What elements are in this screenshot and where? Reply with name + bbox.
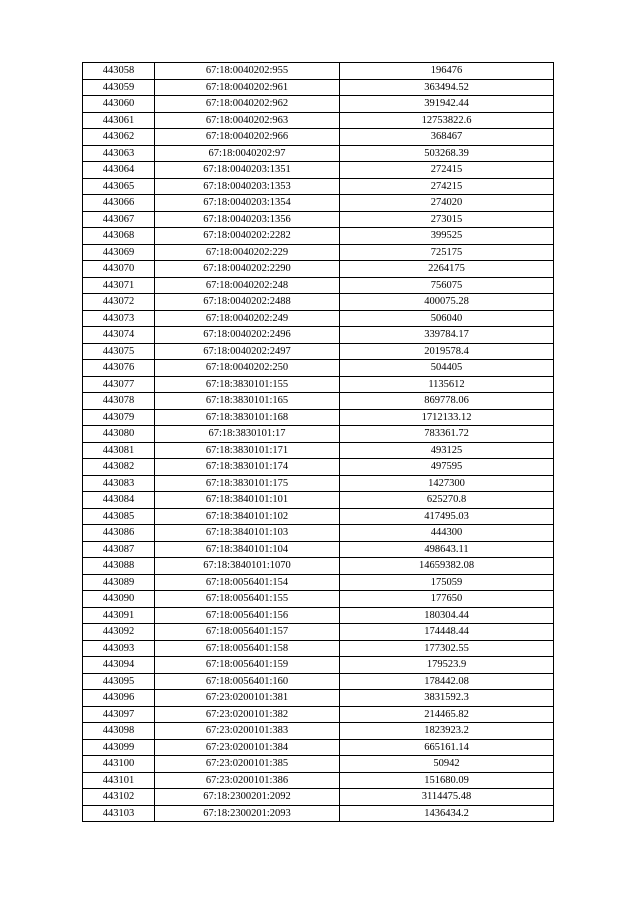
record-number-cell: 443062 bbox=[83, 129, 155, 146]
cadastral-number-cell: 67:18:3840101:1070 bbox=[155, 558, 340, 575]
record-number-cell: 443101 bbox=[83, 772, 155, 789]
cadastral-number-cell: 67:18:0040202:249 bbox=[155, 310, 340, 327]
table-row bbox=[83, 327, 554, 344]
record-number-cell: 443080 bbox=[83, 426, 155, 443]
table-row bbox=[83, 145, 554, 162]
cadastral-number-cell: 67:18:0040202:2282 bbox=[155, 228, 340, 245]
cadastral-number-cell: 67:18:3830101:165 bbox=[155, 393, 340, 410]
cadastral-number-cell: 67:18:0040202:961 bbox=[155, 79, 340, 96]
record-number-cell: 443091 bbox=[83, 607, 155, 624]
record-number-cell: 443066 bbox=[83, 195, 155, 212]
value-cell: 180304.44 bbox=[340, 607, 554, 624]
table-row bbox=[83, 112, 554, 129]
table-row bbox=[83, 96, 554, 113]
value-cell: 725175 bbox=[340, 244, 554, 261]
record-number-cell: 443083 bbox=[83, 475, 155, 492]
record-number-cell: 443088 bbox=[83, 558, 155, 575]
cadastral-number-cell: 67:18:0056401:157 bbox=[155, 624, 340, 641]
cadastral-number-cell: 67:18:0040203:1354 bbox=[155, 195, 340, 212]
value-cell: 272415 bbox=[340, 162, 554, 179]
value-cell: 503268.39 bbox=[340, 145, 554, 162]
table-row bbox=[83, 79, 554, 96]
value-cell: 339784.17 bbox=[340, 327, 554, 344]
record-number-cell: 443086 bbox=[83, 525, 155, 542]
value-cell: 665161.14 bbox=[340, 739, 554, 756]
record-number-cell: 443072 bbox=[83, 294, 155, 311]
record-number-cell: 443094 bbox=[83, 657, 155, 674]
record-number-cell: 443067 bbox=[83, 211, 155, 228]
value-cell: 177650 bbox=[340, 591, 554, 608]
table-row bbox=[83, 409, 554, 426]
cadastral-number-cell: 67:18:3830101:174 bbox=[155, 459, 340, 476]
table-row bbox=[83, 640, 554, 657]
record-number-cell: 443063 bbox=[83, 145, 155, 162]
value-cell: 497595 bbox=[340, 459, 554, 476]
cadastral-number-cell: 67:18:3840101:102 bbox=[155, 508, 340, 525]
table-row bbox=[83, 789, 554, 806]
value-cell: 177302.55 bbox=[340, 640, 554, 657]
cadastral-number-cell: 67:18:3830101:171 bbox=[155, 442, 340, 459]
table-row bbox=[83, 195, 554, 212]
table-row bbox=[83, 475, 554, 492]
table-row bbox=[83, 63, 554, 80]
record-number-cell: 443069 bbox=[83, 244, 155, 261]
table-row bbox=[83, 706, 554, 723]
cadastral-number-cell: 67:18:0040202:2488 bbox=[155, 294, 340, 311]
record-number-cell: 443071 bbox=[83, 277, 155, 294]
table-row bbox=[83, 723, 554, 740]
value-cell: 2019578.4 bbox=[340, 343, 554, 360]
record-number-cell: 443059 bbox=[83, 79, 155, 96]
cadastral-number-cell: 67:23:0200101:382 bbox=[155, 706, 340, 723]
record-number-cell: 443077 bbox=[83, 376, 155, 393]
table-row bbox=[83, 459, 554, 476]
table-row bbox=[83, 426, 554, 443]
record-number-cell: 443058 bbox=[83, 63, 155, 80]
value-cell: 391942.44 bbox=[340, 96, 554, 113]
value-cell: 214465.82 bbox=[340, 706, 554, 723]
value-cell: 493125 bbox=[340, 442, 554, 459]
value-cell: 869778.06 bbox=[340, 393, 554, 410]
table-row bbox=[83, 574, 554, 591]
cadastral-number-cell: 67:18:0056401:160 bbox=[155, 673, 340, 690]
cadastral-number-cell: 67:18:0040203:1351 bbox=[155, 162, 340, 179]
table-row bbox=[83, 310, 554, 327]
table-row bbox=[83, 805, 554, 822]
record-number-cell: 443081 bbox=[83, 442, 155, 459]
record-number-cell: 443074 bbox=[83, 327, 155, 344]
cadastral-number-cell: 67:18:0040202:2290 bbox=[155, 261, 340, 278]
value-cell: 179523.9 bbox=[340, 657, 554, 674]
value-cell: 274020 bbox=[340, 195, 554, 212]
value-cell: 274215 bbox=[340, 178, 554, 195]
table-row bbox=[83, 591, 554, 608]
cadastral-number-cell: 67:18:0040202:248 bbox=[155, 277, 340, 294]
table-row bbox=[83, 558, 554, 575]
value-cell: 506040 bbox=[340, 310, 554, 327]
record-number-cell: 443093 bbox=[83, 640, 155, 657]
table-row bbox=[83, 228, 554, 245]
table-row bbox=[83, 261, 554, 278]
value-cell: 14659382.08 bbox=[340, 558, 554, 575]
value-cell: 2264175 bbox=[340, 261, 554, 278]
value-cell: 504405 bbox=[340, 360, 554, 377]
table-row bbox=[83, 211, 554, 228]
cadastral-number-cell: 67:18:0040202:250 bbox=[155, 360, 340, 377]
record-number-cell: 443070 bbox=[83, 261, 155, 278]
cadastral-number-cell: 67:18:0040203:1353 bbox=[155, 178, 340, 195]
cadastral-number-cell: 67:18:0056401:156 bbox=[155, 607, 340, 624]
table-row bbox=[83, 739, 554, 756]
value-cell: 399525 bbox=[340, 228, 554, 245]
record-number-cell: 443064 bbox=[83, 162, 155, 179]
record-number-cell: 443102 bbox=[83, 789, 155, 806]
value-cell: 1823923.2 bbox=[340, 723, 554, 740]
table-row bbox=[83, 541, 554, 558]
cadastral-number-cell: 67:23:0200101:381 bbox=[155, 690, 340, 707]
value-cell: 3831592.3 bbox=[340, 690, 554, 707]
cadastral-number-cell: 67:18:0040202:97 bbox=[155, 145, 340, 162]
table-row bbox=[83, 690, 554, 707]
cadastral-number-cell: 67:23:0200101:385 bbox=[155, 756, 340, 773]
table-row bbox=[83, 376, 554, 393]
record-number-cell: 443075 bbox=[83, 343, 155, 360]
record-number-cell: 443068 bbox=[83, 228, 155, 245]
record-number-cell: 443079 bbox=[83, 409, 155, 426]
value-cell: 498643.11 bbox=[340, 541, 554, 558]
table-row bbox=[83, 607, 554, 624]
record-number-cell: 443078 bbox=[83, 393, 155, 410]
value-cell: 783361.72 bbox=[340, 426, 554, 443]
table-row bbox=[83, 360, 554, 377]
table-row bbox=[83, 492, 554, 509]
record-number-cell: 443061 bbox=[83, 112, 155, 129]
record-number-cell: 443096 bbox=[83, 690, 155, 707]
value-cell: 417495.03 bbox=[340, 508, 554, 525]
table-row bbox=[83, 277, 554, 294]
table-body bbox=[83, 63, 554, 822]
value-cell: 196476 bbox=[340, 63, 554, 80]
value-cell: 756075 bbox=[340, 277, 554, 294]
value-cell: 3114475.48 bbox=[340, 789, 554, 806]
cadastral-number-cell: 67:18:0040202:955 bbox=[155, 63, 340, 80]
cadastral-number-cell: 67:18:0040202:2496 bbox=[155, 327, 340, 344]
table-row bbox=[83, 244, 554, 261]
record-number-cell: 443092 bbox=[83, 624, 155, 641]
cadastral-number-cell: 67:18:0040202:962 bbox=[155, 96, 340, 113]
table-row bbox=[83, 508, 554, 525]
cadastral-number-cell: 67:18:3830101:17 bbox=[155, 426, 340, 443]
record-number-cell: 443089 bbox=[83, 574, 155, 591]
cadastral-number-cell: 67:18:3830101:168 bbox=[155, 409, 340, 426]
value-cell: 1712133.12 bbox=[340, 409, 554, 426]
cadastral-number-cell: 67:18:0040203:1356 bbox=[155, 211, 340, 228]
value-cell: 444300 bbox=[340, 525, 554, 542]
value-cell: 368467 bbox=[340, 129, 554, 146]
value-cell: 363494.52 bbox=[340, 79, 554, 96]
record-number-cell: 443073 bbox=[83, 310, 155, 327]
value-cell: 175059 bbox=[340, 574, 554, 591]
cadastral-number-cell: 67:18:0040202:2497 bbox=[155, 343, 340, 360]
cadastral-number-cell: 67:18:0040202:963 bbox=[155, 112, 340, 129]
value-cell: 273015 bbox=[340, 211, 554, 228]
value-cell: 1436434.2 bbox=[340, 805, 554, 822]
table-row bbox=[83, 294, 554, 311]
table-row bbox=[83, 393, 554, 410]
cadastral-number-cell: 67:23:0200101:383 bbox=[155, 723, 340, 740]
record-number-cell: 443060 bbox=[83, 96, 155, 113]
cadastral-number-cell: 67:18:0056401:158 bbox=[155, 640, 340, 657]
table-row bbox=[83, 657, 554, 674]
cadastral-number-cell: 67:18:2300201:2092 bbox=[155, 789, 340, 806]
value-cell: 1135612 bbox=[340, 376, 554, 393]
cadastral-number-cell: 67:18:0056401:159 bbox=[155, 657, 340, 674]
value-cell: 151680.09 bbox=[340, 772, 554, 789]
value-cell: 12753822.6 bbox=[340, 112, 554, 129]
table-row bbox=[83, 442, 554, 459]
value-cell: 178442.08 bbox=[340, 673, 554, 690]
record-number-cell: 443090 bbox=[83, 591, 155, 608]
cadastral-number-cell: 67:18:0056401:155 bbox=[155, 591, 340, 608]
table-row bbox=[83, 343, 554, 360]
cadastral-number-cell: 67:18:3830101:175 bbox=[155, 475, 340, 492]
table-row bbox=[83, 129, 554, 146]
table-row bbox=[83, 772, 554, 789]
record-number-cell: 443087 bbox=[83, 541, 155, 558]
record-number-cell: 443095 bbox=[83, 673, 155, 690]
record-number-cell: 443097 bbox=[83, 706, 155, 723]
table-row bbox=[83, 624, 554, 641]
table-row bbox=[83, 525, 554, 542]
record-number-cell: 443085 bbox=[83, 508, 155, 525]
cadastral-number-cell: 67:18:3840101:104 bbox=[155, 541, 340, 558]
table-row bbox=[83, 673, 554, 690]
record-number-cell: 443098 bbox=[83, 723, 155, 740]
record-number-cell: 443076 bbox=[83, 360, 155, 377]
value-cell: 174448.44 bbox=[340, 624, 554, 641]
value-cell: 625270.8 bbox=[340, 492, 554, 509]
value-cell: 400075.28 bbox=[340, 294, 554, 311]
record-number-cell: 443100 bbox=[83, 756, 155, 773]
value-cell: 1427300 bbox=[340, 475, 554, 492]
cadastral-number-cell: 67:23:0200101:386 bbox=[155, 772, 340, 789]
record-number-cell: 443103 bbox=[83, 805, 155, 822]
value-cell: 50942 bbox=[340, 756, 554, 773]
record-number-cell: 443082 bbox=[83, 459, 155, 476]
cadastral-number-cell: 67:18:3830101:155 bbox=[155, 376, 340, 393]
table-row bbox=[83, 178, 554, 195]
record-number-cell: 443084 bbox=[83, 492, 155, 509]
cadastral-number-cell: 67:18:2300201:2093 bbox=[155, 805, 340, 822]
data-table bbox=[82, 62, 554, 822]
cadastral-number-cell: 67:18:0040202:966 bbox=[155, 129, 340, 146]
cadastral-number-cell: 67:18:3840101:103 bbox=[155, 525, 340, 542]
record-number-cell: 443099 bbox=[83, 739, 155, 756]
table-row bbox=[83, 756, 554, 773]
cadastral-number-cell: 67:18:0056401:154 bbox=[155, 574, 340, 591]
table-row bbox=[83, 162, 554, 179]
record-number-cell: 443065 bbox=[83, 178, 155, 195]
cadastral-number-cell: 67:18:0040202:229 bbox=[155, 244, 340, 261]
cadastral-number-cell: 67:23:0200101:384 bbox=[155, 739, 340, 756]
cadastral-number-cell: 67:18:3840101:101 bbox=[155, 492, 340, 509]
